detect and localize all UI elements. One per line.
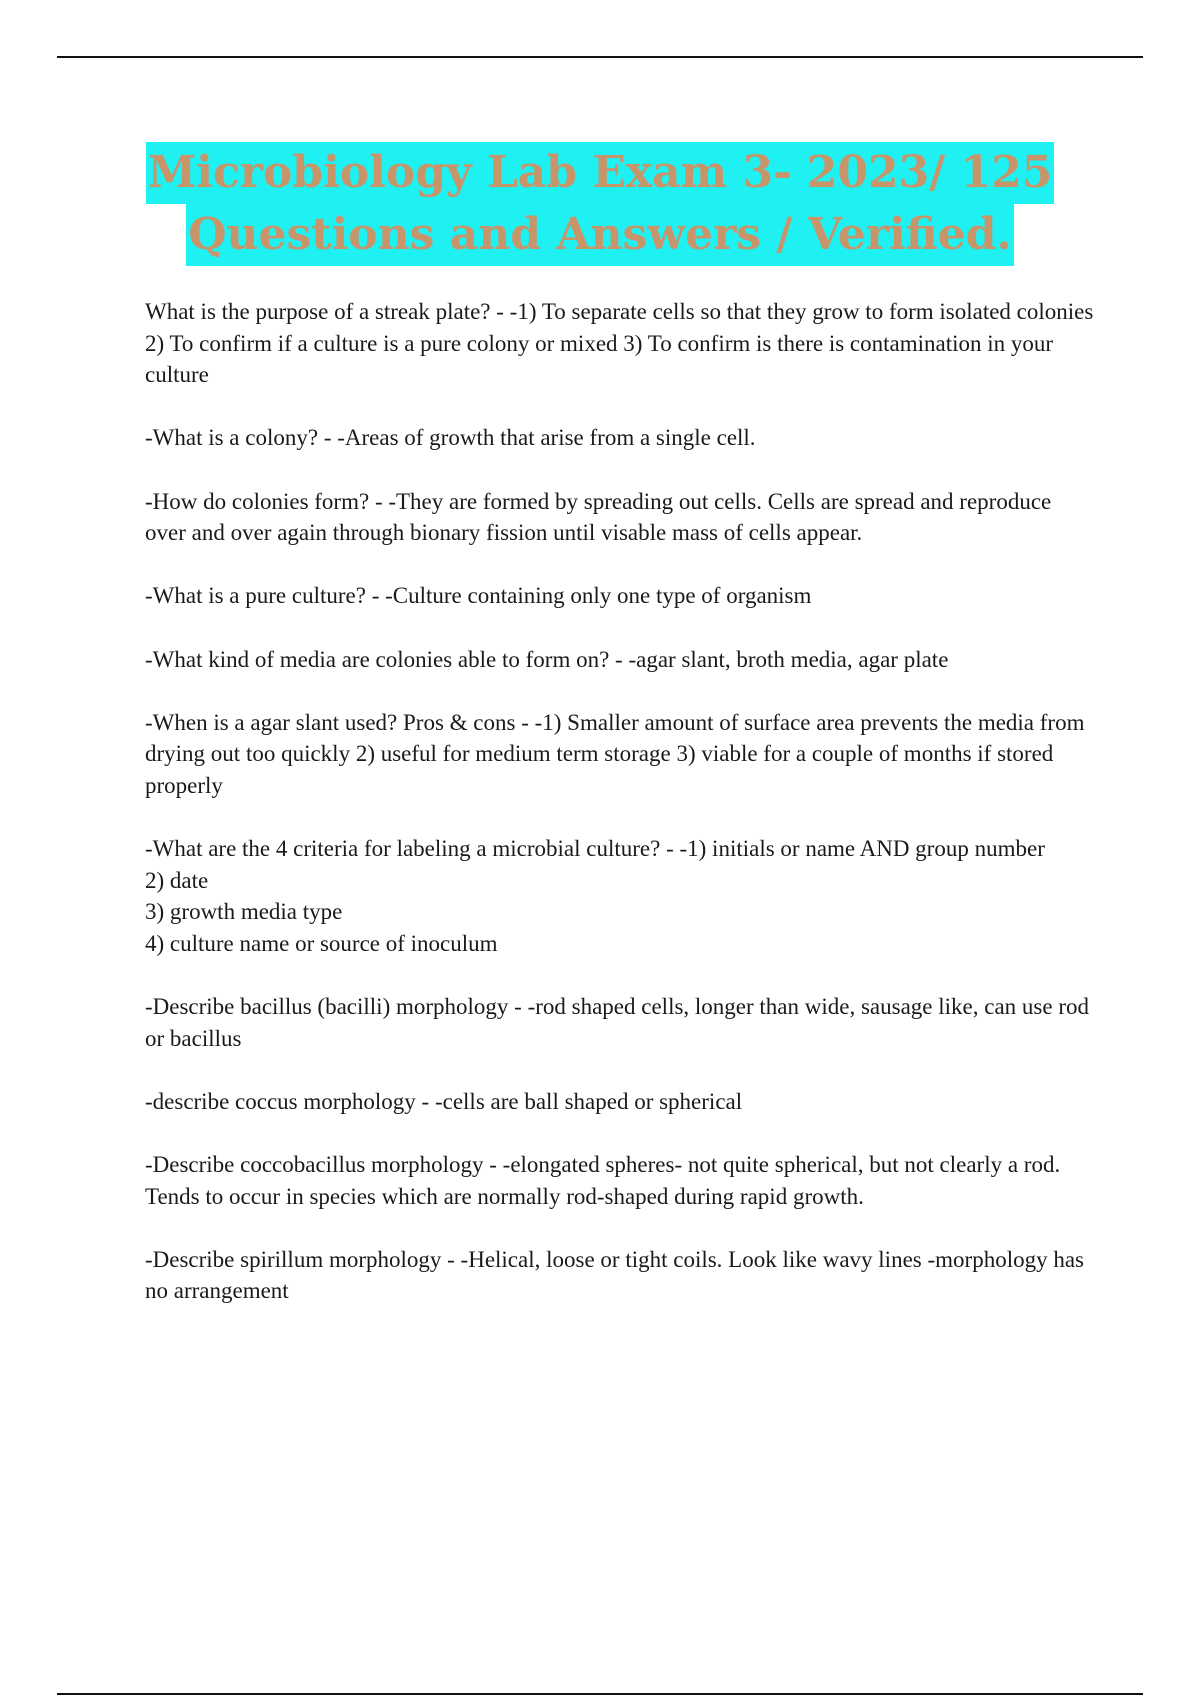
qa-item [145, 486, 1095, 549]
qa-item [145, 707, 1095, 802]
qa-text: -Describe coccobacillus morphology - -elongated spheres- not quite spherical, but not clearly a rod. Tends to occur in species which are normally rod-shaped during rapid growth. [145, 1152, 1061, 1209]
qa-item [145, 1149, 1095, 1212]
qa-item [145, 422, 1095, 454]
top-rule [57, 56, 1143, 58]
qa-text: What is the purpose of a streak plate? - -1) To separate cells so that they grow to form isolated colonies 2) To confirm if a culture is a pure colony or mixed 3) To confirm is there is contamination in your culture [145, 299, 1094, 388]
document-title [60, 142, 1140, 266]
qa-item [145, 1244, 1095, 1307]
qa-item [145, 833, 1095, 959]
qa-text: -How do colonies form? - -They are formed by spreading out cells. Cells are spread and reproduce over and over again through bionary fission until visable mass of cells appear. [145, 488, 1052, 546]
title-line-2: Questions and Answers / Verified. [186, 204, 1014, 266]
qa-text: -Describe spirillum morphology - -Helical, loose or tight coils. Look like wavy lines -morphology has no arrangement [145, 1246, 1084, 1304]
qa-text: -When is a agar slant used? Pros & cons - -1) Smaller amount of surface area prevents the media from drying out too quickly 2) useful for medium term storage 3) viable for a couple of months if stored properly [145, 709, 1085, 798]
qa-item [145, 644, 1095, 676]
qa-text: -What is a pure culture? - -Culture containing only one type of organism [145, 583, 812, 609]
qa-item [145, 991, 1095, 1054]
qa-text: -What kind of media are colonies able to form on? - -agar slant, broth media, agar plate [145, 646, 949, 672]
title-line-1: Microbiology Lab Exam 3- 2023/ 125 [146, 142, 1055, 204]
qa-list-line: 4) culture name or source of inoculum [145, 930, 498, 956]
bottom-rule [57, 1693, 1143, 1695]
qa-list-line: 2) date [145, 867, 209, 893]
qa-text: -What is a colony? - -Areas of growth that arise from a single cell. [145, 425, 756, 451]
qa-item [145, 580, 1095, 612]
qa-list-line: 3) growth media type [145, 899, 343, 925]
qa-text: -What are the 4 criteria for labeling a microbial culture? - -1) initials or name AND group number [145, 836, 1045, 862]
qa-list [145, 296, 1095, 1339]
qa-text: -Describe bacillus (bacilli) morphology - -rod shaped cells, longer than wide, sausage like, can use rod or bacillus [145, 994, 1089, 1051]
qa-item [145, 1086, 1095, 1118]
qa-item [145, 296, 1095, 391]
qa-text: -describe coccus morphology - -cells are ball shaped or spherical [145, 1088, 743, 1114]
